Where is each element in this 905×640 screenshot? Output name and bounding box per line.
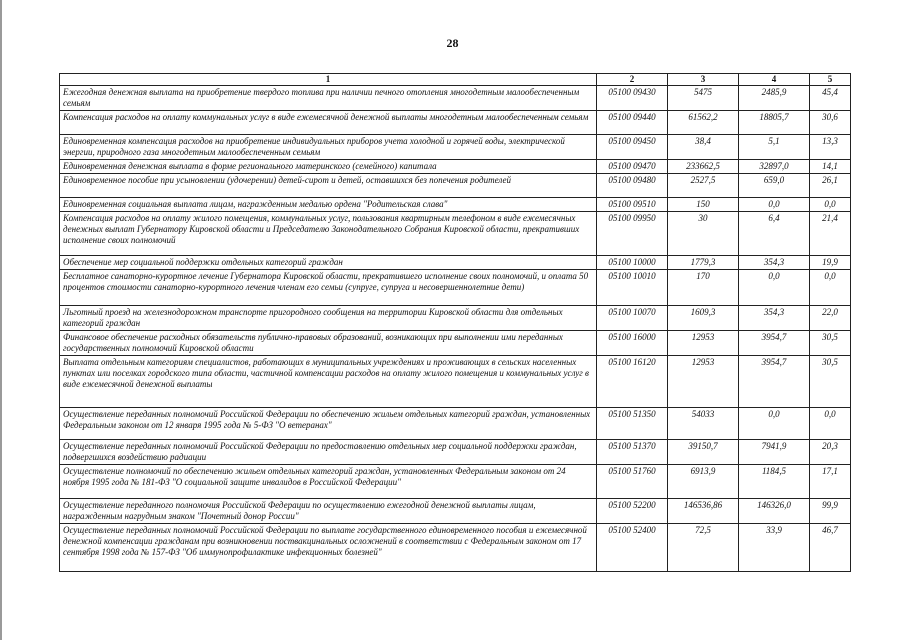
column-header: 3 bbox=[668, 74, 739, 86]
executed-amount: 1184,5 bbox=[739, 465, 810, 499]
expense-name: Компенсация расходов на оплату жилого помещения, коммунальных услуг, пользования квартирным телефоном в виде ежемесячных денежных выплат Губернатору Кировской области и Председателю Законодательного Собрания Кировской области, прекративших исполнение своих полномочий bbox=[60, 212, 597, 256]
execution-percent: 46,7 bbox=[810, 524, 851, 572]
planned-amount: 1609,3 bbox=[668, 306, 739, 331]
executed-amount: 0,0 bbox=[739, 408, 810, 440]
executed-amount: 2485,9 bbox=[739, 86, 810, 111]
expense-name: Компенсация расходов на оплату коммунальных услуг в виде ежемесячной денежной выплаты многодетным малообеспеченным семьям bbox=[60, 111, 597, 135]
execution-percent: 30,6 bbox=[810, 111, 851, 135]
budget-code: 05100 09440 bbox=[597, 111, 668, 135]
table-row bbox=[60, 212, 851, 256]
executed-amount: 6,4 bbox=[739, 212, 810, 256]
table-row bbox=[60, 465, 851, 499]
execution-percent: 45,4 bbox=[810, 86, 851, 111]
planned-amount: 170 bbox=[668, 270, 739, 306]
page-edge bbox=[0, 0, 2, 640]
table-row bbox=[60, 86, 851, 111]
expense-name: Осуществление переданных полномочий Российской Федерации по предоставлению отдельных мер социальной поддержки граждан, подвергшихся воздействию радиации bbox=[60, 440, 597, 465]
planned-amount: 30 bbox=[668, 212, 739, 256]
budget-code: 05100 52200 bbox=[597, 499, 668, 524]
expense-name: Финансовое обеспечение расходных обязательств публично-правовых образований, возникающих при выполнении ими переданных государственных полномочий Кировской области bbox=[60, 331, 597, 356]
budget-code: 05100 52400 bbox=[597, 524, 668, 572]
budget-code: 05100 09950 bbox=[597, 212, 668, 256]
expense-name: Единовременная компенсация расходов на приобретение индивидуальных приборов учета холодной и горячей воды, электрической энергии, природного газа многодетным малообеспеченным семьям bbox=[60, 135, 597, 160]
execution-percent: 30,5 bbox=[810, 356, 851, 408]
execution-percent: 21,4 bbox=[810, 212, 851, 256]
executed-amount: 659,0 bbox=[739, 174, 810, 198]
table-row bbox=[60, 270, 851, 306]
column-header: 5 bbox=[810, 74, 851, 86]
planned-amount: 6913,9 bbox=[668, 465, 739, 499]
expense-name: Единовременная социальная выплата лицам, награжденным медалью ордена "Родительская слава" bbox=[60, 198, 597, 212]
budget-table bbox=[59, 73, 851, 572]
execution-percent: 22,0 bbox=[810, 306, 851, 331]
execution-percent: 30,5 bbox=[810, 331, 851, 356]
budget-code: 05100 09480 bbox=[597, 174, 668, 198]
planned-amount: 72,5 bbox=[668, 524, 739, 572]
budget-code: 05100 10070 bbox=[597, 306, 668, 331]
planned-amount: 38,4 bbox=[668, 135, 739, 160]
executed-amount: 3954,7 bbox=[739, 356, 810, 408]
table-row bbox=[60, 306, 851, 331]
table-row bbox=[60, 135, 851, 160]
planned-amount: 61562,2 bbox=[668, 111, 739, 135]
budget-code: 05100 51760 bbox=[597, 465, 668, 499]
executed-amount: 3954,7 bbox=[739, 331, 810, 356]
execution-percent: 19,9 bbox=[810, 256, 851, 270]
expense-name: Бесплатное санаторно-курортное лечение Губернатора Кировской области, прекратившего исполнение своих полномочий, и оплата 50 процентов стоимости санаторно-курортного лечения членам его семьи (супруге, супруга и несовершеннолетние дети) bbox=[60, 270, 597, 306]
planned-amount: 2527,5 bbox=[668, 174, 739, 198]
column-header: 1 bbox=[60, 74, 597, 86]
expense-name: Осуществление полномочий по обеспечению жильем отдельных категорий граждан, установленных Федеральным законом от 24 ноября 1995 года № 181-ФЗ "О социальной защите инвалидов в Российской Федерации" bbox=[60, 465, 597, 499]
budget-code: 05100 16000 bbox=[597, 331, 668, 356]
table-row bbox=[60, 111, 851, 135]
budget-code: 05100 16120 bbox=[597, 356, 668, 408]
planned-amount: 39150,7 bbox=[668, 440, 739, 465]
planned-amount: 5475 bbox=[668, 86, 739, 111]
planned-amount: 150 bbox=[668, 198, 739, 212]
planned-amount: 146536,86 bbox=[668, 499, 739, 524]
expense-name: Обеспечение мер социальной поддержки отдельных категорий граждан bbox=[60, 256, 597, 270]
budget-code: 05100 09450 bbox=[597, 135, 668, 160]
table-row bbox=[60, 408, 851, 440]
expense-name: Выплата отдельным категориям специалистов, работающих в муниципальных учреждениях и проживающих в сельских населенных пунктах или поселках городского типа области, частичной компенсации расходов на оплату жилого помещения и коммунальных услуг в виде ежемесячной денежной выплаты bbox=[60, 356, 597, 408]
table-row bbox=[60, 499, 851, 524]
executed-amount: 0,0 bbox=[739, 270, 810, 306]
execution-percent: 20,3 bbox=[810, 440, 851, 465]
table-row bbox=[60, 256, 851, 270]
header-row bbox=[60, 74, 851, 86]
executed-amount: 33,9 bbox=[739, 524, 810, 572]
budget-code: 05100 09430 bbox=[597, 86, 668, 111]
execution-percent: 17,1 bbox=[810, 465, 851, 499]
column-header: 2 bbox=[597, 74, 668, 86]
table-row bbox=[60, 331, 851, 356]
executed-amount: 5,1 bbox=[739, 135, 810, 160]
table-row bbox=[60, 160, 851, 174]
table-row bbox=[60, 174, 851, 198]
executed-amount: 7941,9 bbox=[739, 440, 810, 465]
page-number: 28 bbox=[446, 36, 459, 50]
expense-name: Осуществление переданных полномочий Российской Федерации по обеспечению жильем отдельных категорий граждан, установленных Федеральным законом от 12 января 1995 года № 5-ФЗ "О ветеранах" bbox=[60, 408, 597, 440]
table-row bbox=[60, 440, 851, 465]
executed-amount: 18805,7 bbox=[739, 111, 810, 135]
execution-percent: 14,1 bbox=[810, 160, 851, 174]
expense-name: Осуществление переданного полномочия Российской Федерации по осуществлению ежегодной денежной выплаты лицам, награжденным нагрудным знаком "Почетный донор России" bbox=[60, 499, 597, 524]
execution-percent: 99,9 bbox=[810, 499, 851, 524]
executed-amount: 354,3 bbox=[739, 306, 810, 331]
budget-code: 05100 51370 bbox=[597, 440, 668, 465]
executed-amount: 146326,0 bbox=[739, 499, 810, 524]
column-header: 4 bbox=[739, 74, 810, 86]
planned-amount: 1779,3 bbox=[668, 256, 739, 270]
budget-code: 05100 10010 bbox=[597, 270, 668, 306]
budget-code: 05100 09510 bbox=[597, 198, 668, 212]
table-row bbox=[60, 524, 851, 572]
budget-code: 05100 51350 bbox=[597, 408, 668, 440]
expense-name: Единовременное пособие при усыновлении (удочерении) детей-сирот и детей, оставшихся без попечения родителей bbox=[60, 174, 597, 198]
table-row bbox=[60, 356, 851, 408]
executed-amount: 32897,0 bbox=[739, 160, 810, 174]
execution-percent: 26,1 bbox=[810, 174, 851, 198]
executed-amount: 354,3 bbox=[739, 256, 810, 270]
execution-percent: 0,0 bbox=[810, 408, 851, 440]
execution-percent: 0,0 bbox=[810, 270, 851, 306]
planned-amount: 233662,5 bbox=[668, 160, 739, 174]
execution-percent: 0,0 bbox=[810, 198, 851, 212]
planned-amount: 54033 bbox=[668, 408, 739, 440]
budget-code: 05100 10000 bbox=[597, 256, 668, 270]
expense-name: Льготный проезд на железнодорожном транспорте пригородного сообщения на территории Кировской области для отдельных категорий граждан bbox=[60, 306, 597, 331]
budget-code: 05100 09470 bbox=[597, 160, 668, 174]
expense-name: Осуществление переданных полномочий Российской Федерации по выплате государственного единовременного пособия и ежемесячной денежной компенсации гражданам при возникновении поствакцинальных осложнений в соответствии с Федеральным законом от 17 сентября 1998 года № 157-ФЗ "Об иммунопрофилактике инфекционных болезней" bbox=[60, 524, 597, 572]
expense-name: Единовременная денежная выплата в форме регионального материнского (семейного) капитала bbox=[60, 160, 597, 174]
expense-name: Ежегодная денежная выплата на приобретение твердого топлива при наличии печного отопления многодетным малообеспеченным семьям bbox=[60, 86, 597, 111]
execution-percent: 13,3 bbox=[810, 135, 851, 160]
planned-amount: 12953 bbox=[668, 331, 739, 356]
planned-amount: 12953 bbox=[668, 356, 739, 408]
table-row bbox=[60, 198, 851, 212]
executed-amount: 0,0 bbox=[739, 198, 810, 212]
